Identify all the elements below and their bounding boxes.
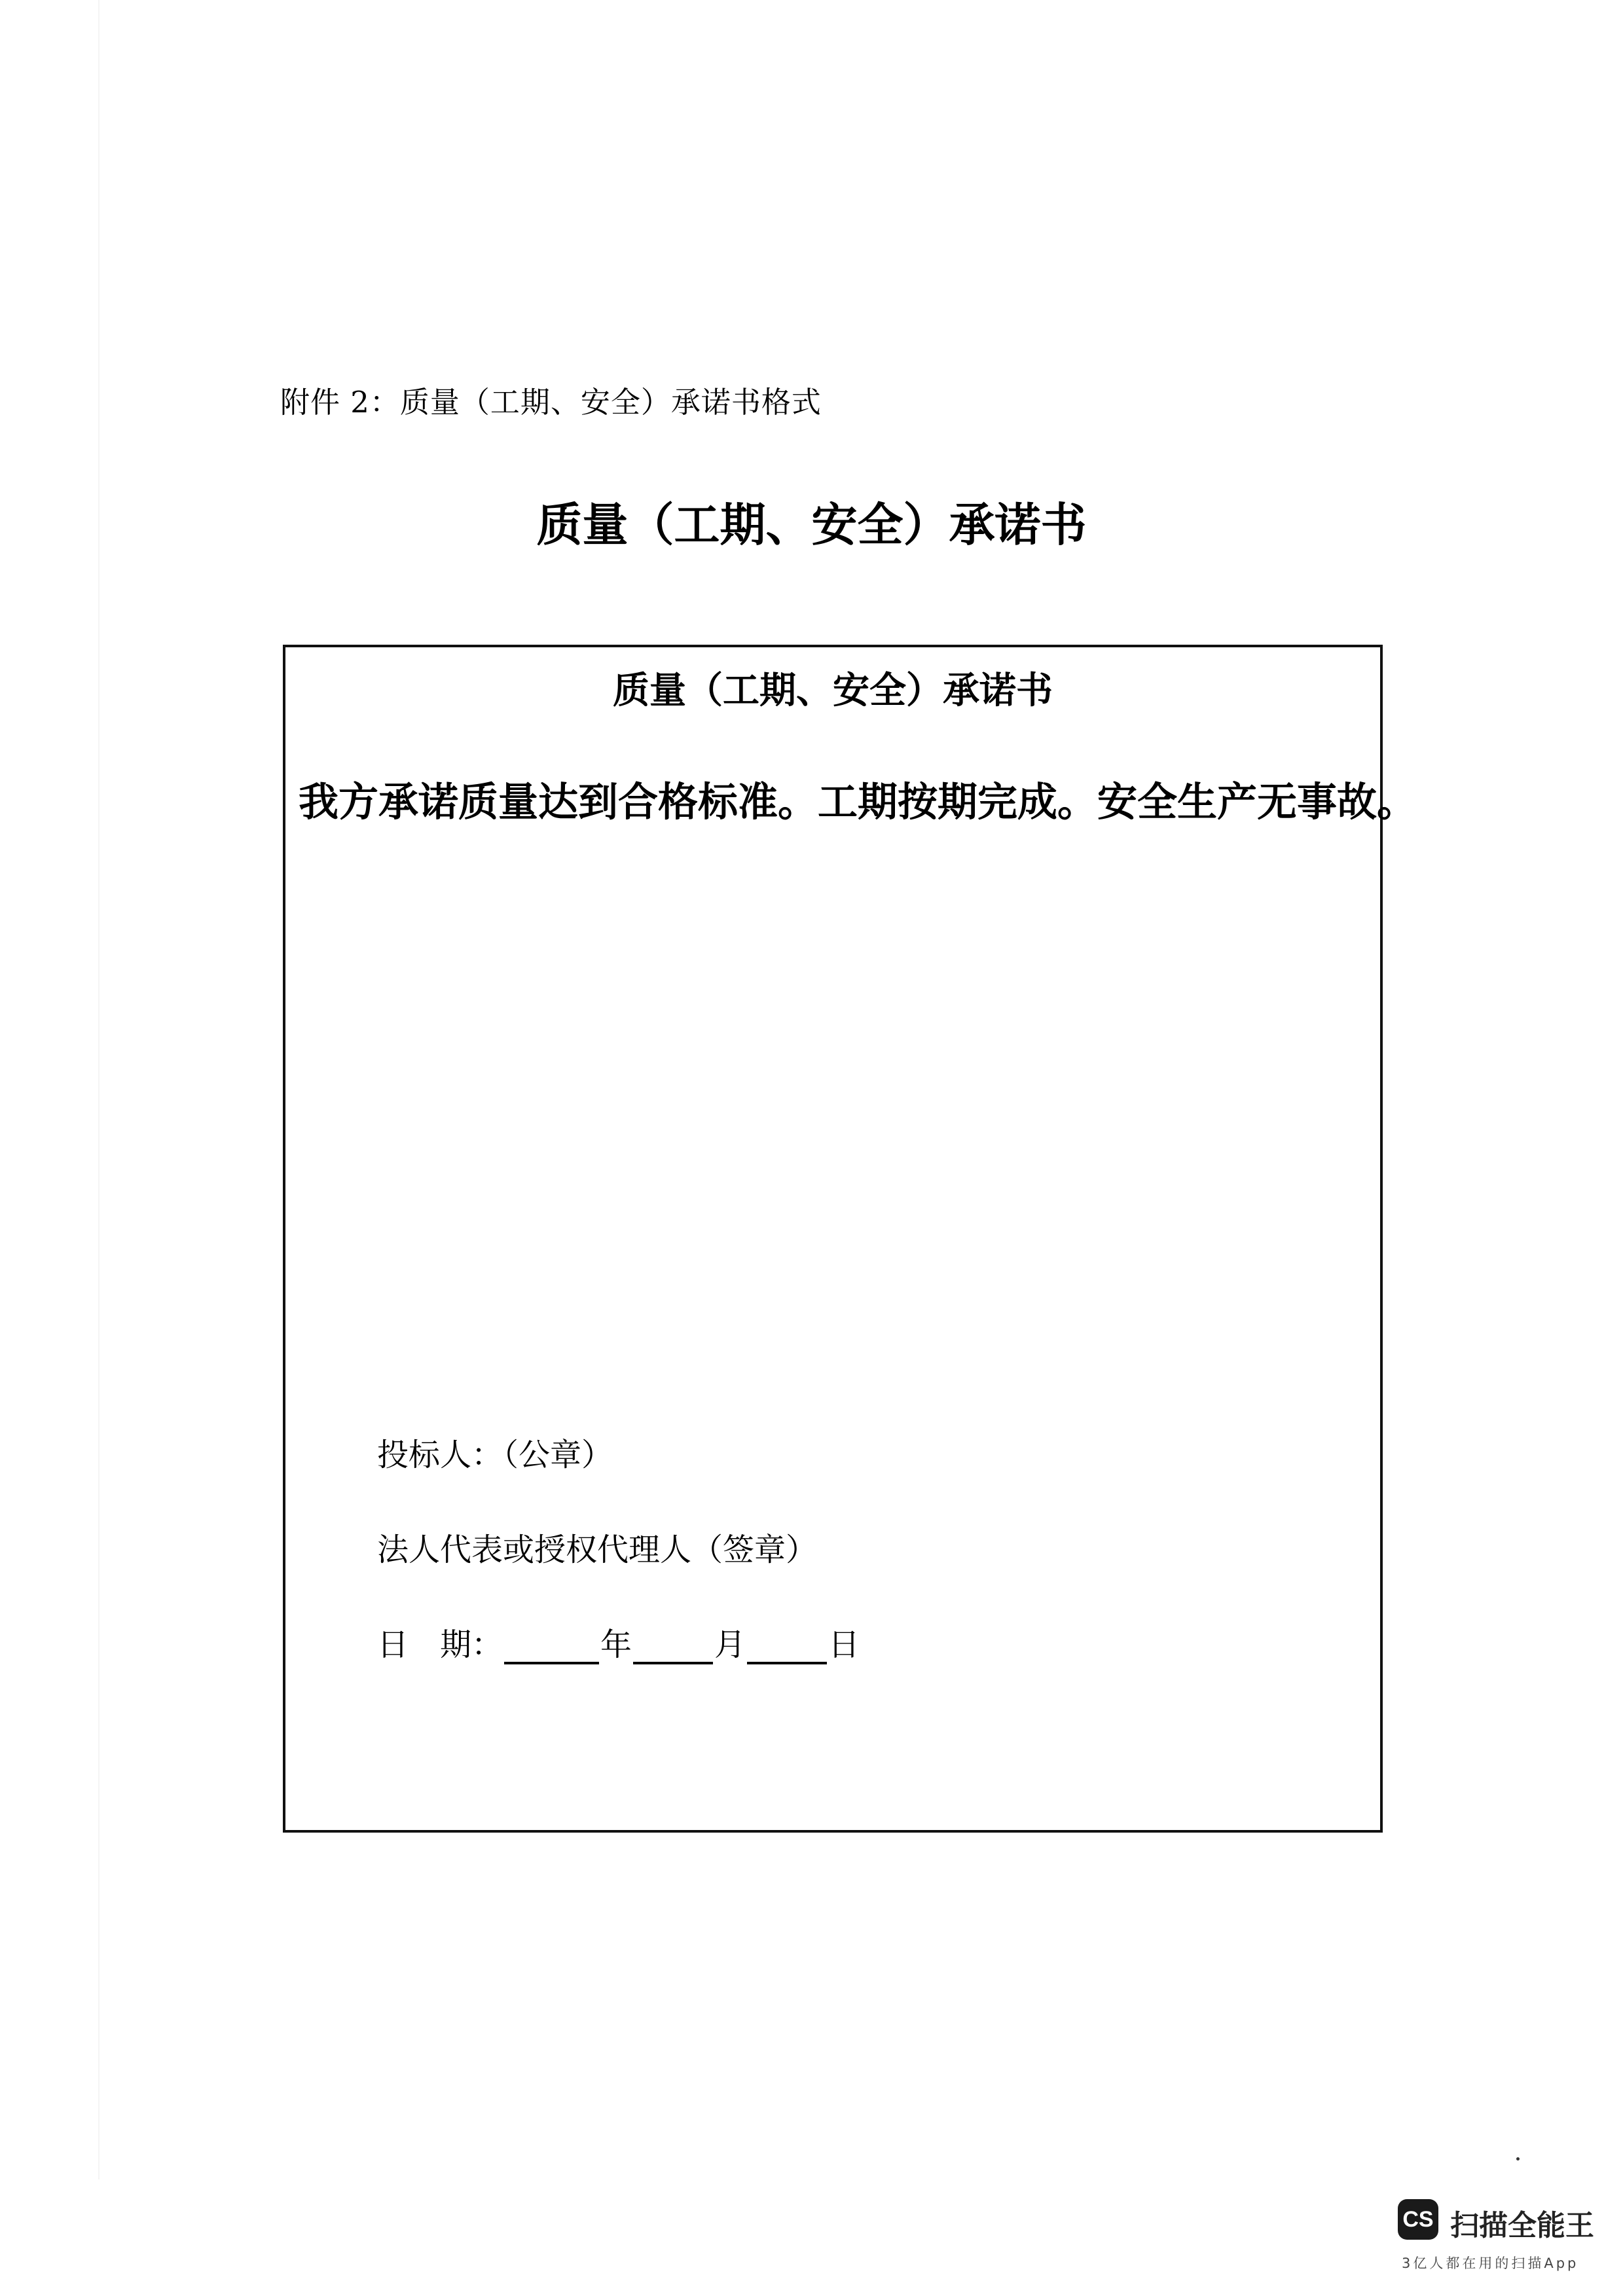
representative-signature-field: 法人代表或授权代理人（签章）	[377, 1532, 818, 1568]
date-field	[377, 1619, 860, 1664]
scan-page-edge	[98, 0, 100, 2179]
day-label: 日	[828, 1626, 860, 1663]
scanner-watermark	[1398, 2199, 1594, 2278]
form-box-title: 质量（工期、安全）承诺书	[613, 670, 1053, 712]
date-label: 日 期：	[377, 1626, 503, 1663]
commitment-statement: 我方承诺质量达到合格标准。工期按期完成。安全生产无事故。	[299, 779, 1417, 825]
month-blank	[633, 1632, 713, 1664]
bidder-seal-field: 投标人：（公章）	[377, 1437, 613, 1473]
document-title: 质量（工期、安全）承诺书	[536, 498, 1087, 552]
month-label: 月	[714, 1626, 746, 1663]
year-blank	[504, 1632, 599, 1664]
watermark-app-name: 扫描全能王	[1450, 2209, 1594, 2242]
scan-speck	[1516, 2157, 1520, 2161]
day-blank	[747, 1632, 827, 1664]
year-label: 年	[600, 1626, 632, 1663]
watermark-tagline: 3亿人都在用的扫描App	[1402, 2255, 1579, 2271]
commitment-form-box	[283, 645, 1417, 1833]
camscanner-logo-icon: CS	[1398, 2199, 1438, 2240]
attachment-label: 附件 2：质量（工期、安全）承诺书格式	[280, 385, 822, 420]
